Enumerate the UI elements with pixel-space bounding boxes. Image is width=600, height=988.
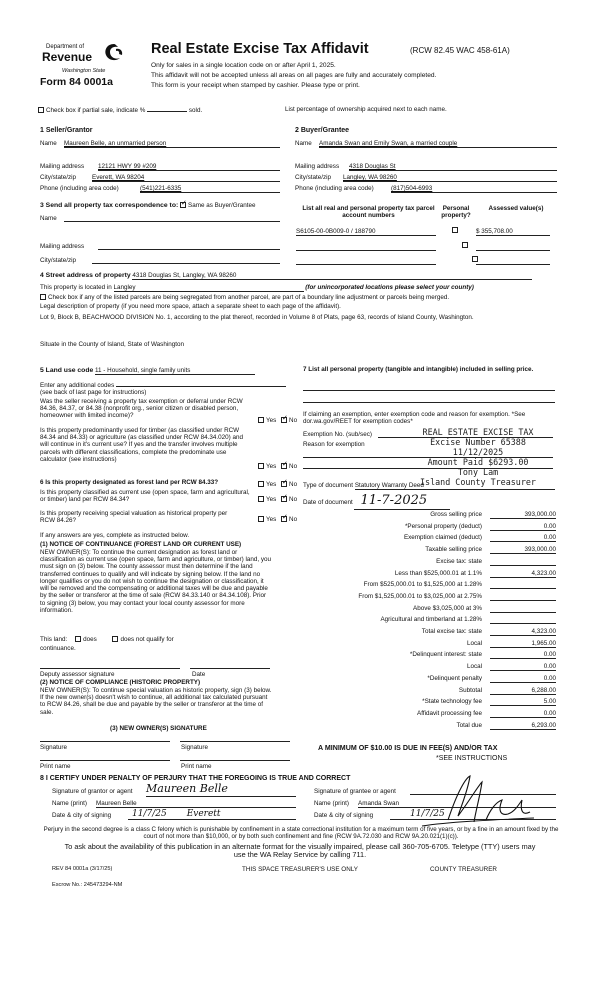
calc-row [300,722,558,732]
personal-property-line-1[interactable] [303,390,555,391]
escrow-number: Escrow No.: 245473294-NM [52,882,123,888]
calc-value[interactable]: 0.00 [490,663,556,671]
calc-row [300,523,558,533]
calc-row [300,581,558,591]
section3-name-row [40,215,280,222]
calc-value[interactable]: 0.00 [490,534,556,542]
calc-value[interactable] [490,558,556,566]
header-line-1: Only for sales in a single location code on or after April 1, 2025. [151,62,336,69]
deputy-signature-label: Deputy assessor signature [40,671,115,678]
partial-sale-row [38,105,202,114]
s5-q1-yes: Yes [266,417,277,424]
section3-heading: 3 Send all property tax correspondence to: [40,202,179,209]
s5-q1-no: No [289,417,298,424]
s5-q1-answers [258,417,297,424]
doc-date-row [303,494,450,510]
reason-label: Reason for exemption [303,441,365,448]
personal-header: Personal property? [441,205,471,220]
does-label: does [83,636,97,643]
owner-sig-line-2[interactable] [180,741,290,742]
seller-mail-field[interactable] [98,163,280,171]
seller-heading: 1 Seller/Grantor [40,127,93,134]
ownership-note: List percentage of ownership acquired next to each name. [285,106,447,113]
seller-name-label: Name [40,140,57,147]
owner-sig-line-1[interactable] [40,741,170,742]
see-instructions: *SEE INSTRUCTIONS [436,755,508,762]
deputy-signature-line[interactable] [40,668,180,669]
calc-row [300,663,558,673]
seller-phone-value: (541)221-6335 [140,185,182,192]
s5-q1-yes-checkbox[interactable] [258,417,264,423]
calc-value[interactable]: 0.00 [490,675,556,683]
calc-value[interactable]: 393,000.00 [490,546,556,554]
buyer-mail-row [295,163,557,170]
owner-print-line-1[interactable] [40,760,170,761]
grantor-name-field[interactable] [96,800,296,808]
deputy-date-label: Date [192,671,206,678]
buyer-heading: 2 Buyer/Grantee [295,127,350,134]
assessed-row-2[interactable] [476,243,550,251]
segregated-row [40,294,560,301]
notice3-title: (3) NEW OWNER(S) SIGNATURE [110,725,207,732]
calc-row [300,511,558,521]
located-label: This property is located in [40,284,112,291]
seller-city-label: City/state/zip [40,174,77,181]
s6-q3-yes-checkbox[interactable] [258,516,264,522]
calc-label: Agricultural and timberland at 1.28% [380,616,482,624]
dor-swirl-icon [102,42,126,64]
perjury-text: Perjury in the second degree is a class C felony which is punishable by confinement in a state correctional institution for a maximum term of five years, or by a fine in an amount fixed by the court of not more than $10,000, or by both such confinement and fine (RCW 9A.72.030 and RCW 9A.20.021(1)(c)). [43,826,559,841]
calc-row [300,710,558,720]
doc-date-value: 11-7-2025 [360,493,428,508]
grantor-date-field[interactable] [128,809,296,820]
doc-type-field[interactable] [355,482,555,490]
seller-name-value: Maureen Belle, an unmarried person [64,140,167,147]
calc-value[interactable]: 4,323.00 [490,628,556,636]
property-address: 4318 Douglas St, Langley, WA 98260 [132,272,237,279]
section3-name-field[interactable] [64,221,280,222]
owner-print-label-2: Print name [181,763,212,770]
same-as-buyer-label: Same as Buyer/Grantee [188,202,256,209]
section6-heading: 6 Is this property designated as forest land per RCW 84.33? [40,479,219,486]
s6-q3-answers [258,516,297,523]
calc-row [300,558,558,568]
s6-q1-no-checkbox[interactable] [281,481,287,487]
does-not-label: does not qualify for [120,636,174,643]
s6-q2-no-checkbox[interactable] [281,496,287,502]
land-use-code: 11 - Household, single family units [95,367,191,374]
located-row [40,284,560,292]
buyer-city-row [295,174,557,181]
calc-label: *Personal property (deduct) [404,522,482,530]
calc-row [300,546,558,556]
stamp-line-5: Tony Lam [457,467,499,477]
buyer-mail-value: 4318 Douglas St [349,163,396,170]
notice1-body: NEW OWNER(S): To continue the current designation as forest land or classification as current use (open space, farm and agriculture, or timber) land, you must sign on (3) below. The county assessor must then determine if the land transferred continues to qualify and will indicate by signing below. If the land no longer qualifies or you do not wish to continue the designation or classification, it will be removed and the compensating or additional taxes will be due and payable by the seller or transferor at the time of sale (RCW 84.33.140 or 84.34.108). Prior to signing (3) below, you may contact your local county assessor for more information. [40,549,271,614]
calc-label: *Delinquent penalty [427,674,482,682]
treasurer-space: THIS SPACE TREASURER'S USE ONLY [242,866,358,873]
s6-q3: Is this property receiving special valuation as historical property per RCW 84.26? [40,510,228,525]
s6-q3-no: No [289,516,298,523]
located-note: (for unincorporated locations please select your county) [305,284,474,291]
perjury-notice [36,826,566,840]
stamp-line-6: Island County Treasurer [420,477,536,487]
partial-sale-percent-field[interactable] [147,105,187,112]
doc-date-label: Date of document [303,499,353,506]
s5-q2-no-checkbox[interactable] [281,463,287,469]
grantor-sig-label: Signature of grantor or agent [52,788,133,795]
located-value: Langley [113,284,136,291]
dor-logo [40,44,140,94]
owner-sig-label-1: Signature [40,744,67,751]
s5-q2-answers [258,463,297,470]
buyer-city-field[interactable] [343,174,557,182]
buyer-city-value: Langley, WA 98260 [343,174,397,181]
partial-sale-label: Check box if partial sale, indicate % [46,107,146,114]
notice2-title: (2) NOTICE OF COMPLIANCE (HISTORIC PROPERTY) [40,679,201,686]
parcel-number: S6105-00-0B009-0 / 188790 [296,228,376,235]
owner-sig-label-2: Signature [181,744,208,751]
does-not-checkbox[interactable] [112,636,118,642]
grantor-date-row [52,809,297,819]
this-land-row [40,636,174,643]
wa-state-label: Washington State [62,68,106,74]
buyer-mail-field[interactable] [349,163,557,171]
calc-label: Subtotal [458,686,482,694]
section4-heading: 4 Street address of property [40,272,131,279]
calc-value[interactable]: 6,288.00 [490,687,556,695]
seller-mail-value: 12121 HWY 99 #209 [98,163,157,170]
owner-print-line-2[interactable] [180,760,290,761]
calc-row [300,687,558,697]
calc-label: Above $3,025,000 at 3% [413,604,482,612]
grantor-name-value: Maureen Belle [96,800,137,807]
calc-row [300,534,558,544]
calc-row [300,570,558,580]
section3-city-field[interactable] [92,263,280,264]
dept-of-label: Department of [46,44,85,50]
additional-codes-row [40,380,300,389]
additional-codes-field[interactable] [116,380,286,387]
revenue-wordmark: Revenue [42,50,93,64]
grantor-signature[interactable] [146,783,296,797]
partial-sale-sold: sold. [188,107,203,114]
form-number: Form 84 0001a [40,76,113,88]
calc-label: Exemption claimed (deduct) [403,534,482,542]
seller-phone-label: Phone (including area code) [40,185,119,192]
calc-label: Gross selling price [430,511,482,518]
calc-value[interactable]: 0.00 [490,523,556,531]
does-checkbox[interactable] [75,636,81,642]
personal-checkbox-2[interactable] [462,242,468,248]
segregated-label: Check box if any of the listed parcels are being segregated from another parcel, are part of a boundary line adjustment or parcels being merged. [48,294,450,301]
buyer-name-field[interactable] [319,140,557,148]
assessed-row-3[interactable] [476,257,550,265]
doc-date-field[interactable] [354,494,450,510]
calc-row [300,616,558,626]
parcel-row-1[interactable] [296,228,436,236]
calc-value[interactable] [490,593,556,601]
buyer-name-row [295,140,557,147]
s6-q1 [40,479,256,486]
land-use-row [40,367,300,375]
calc-value[interactable] [490,605,556,613]
s6-q2-yes-checkbox[interactable] [258,496,264,502]
grantor-date-label: Date & city of signing [52,812,112,819]
personal-checkbox-1[interactable] [452,227,458,233]
section3-name-label: Name [40,215,57,222]
alt-format-notice: To ask about the availability of this publication in an alternate format for the visually impaired, please call 360-705-6705. Teletype (TTY) users may use the WA Relay Service by calling 711. [64,842,536,860]
calc-value[interactable] [490,581,556,589]
section5-heading: 5 Land use code [40,367,94,374]
assessed-header: Assessed value(s) [488,205,544,212]
land-use-field[interactable] [95,367,255,375]
seller-phone-field[interactable] [140,185,280,193]
buyer-mail-label: Mailing address [295,163,340,170]
section8-heading: 8 I CERTIFY UNDER PENALTY OF PERJURY THAT THE FOREGOING IS TRUE AND CORRECT [40,775,351,782]
deputy-date-line[interactable] [190,668,270,669]
county-treasurer: COUNTY TREASURER [430,866,497,873]
parcel-row-2[interactable] [296,243,436,251]
s6-q1-no: No [289,481,298,488]
calc-row [300,651,558,661]
notice2-body: NEW OWNER(S): To continue special valuation as historic property, sign (3) below. If the new owner(s) doesn't wish to continue, all additional tax calculated pursuant to RCW 84.26, shall be due and payable by the seller or transferor at the time of sale. [40,687,272,716]
seller-name-field[interactable] [64,140,280,148]
stamp-line-1: REAL ESTATE EXCISE TAX [422,427,534,437]
continuance-label: continuance. [40,645,76,652]
s5-q1-no-checkbox[interactable] [281,417,287,423]
treasurer-stamp [398,427,558,487]
grantor-signature-value: Maureen Belle [146,782,228,795]
situate-text: Situate in the County of Island, State of Washington [40,341,184,348]
grantee-sig-label: Signature of grantee or agent [314,788,396,795]
calc-row [300,593,558,603]
legal-description: Lot 9, Block B, BEACHWOOD DIVISION No. 1, according to the plat thereof, recorded in Volume 8 of Plats, page 63, records of Island County, Washington. [40,314,474,321]
exemption-no-row [303,431,372,438]
calc-label: Local [466,639,482,647]
stamp-line-4: Amount Paid $6293.00 [427,457,529,467]
header-line-2: This affidavit will not be accepted unless all areas on all pages are fully and accurately completed. [151,72,437,79]
s6-q3-yes: Yes [266,516,277,523]
assessed-value: $ 355,708.00 [476,228,513,235]
calc-label: Affidavit processing fee [417,709,482,717]
section3-mail-label: Mailing address [40,243,85,250]
header-line-3: This form is your receipt when stamped by cashier. Please type or print. [151,82,360,89]
form-title: Real Estate Excise Tax Affidavit [151,41,369,57]
s5-q2: Is this property predominantly used for timber (as classified under RCW 84.34 and 84.33) or agriculture (as classified under RCW 84.34.020) and will continue in it's current use? If yes and the transfer involves multiple parcels with different classifications, complete the predominate use calculator (see instructions) [40,427,244,463]
property-address-field[interactable] [132,272,532,280]
s6-q1-yes: Yes [266,481,277,488]
calc-value[interactable]: 6,293.00 [490,722,556,730]
grantee-date-value: 11/7/25 [410,809,445,819]
assessed-row-1[interactable] [476,228,550,236]
seller-city-row [40,174,280,181]
calc-label: *State technology fee [422,698,482,706]
calc-label: Total excise tax: state [421,628,482,635]
s6-q1-answers [258,481,297,488]
section7-heading-text: 7 List all personal property (tangible and intangible) included in selling price. [303,366,534,373]
seller-phone-row [40,185,280,192]
buyer-city-label: City/state/zip [295,174,332,181]
exemption-no-label: Exemption No. (sub/sec) [303,431,372,438]
section3-mail-row [40,243,280,250]
grantor-sig-row [52,782,297,795]
personal-property-line-2[interactable] [303,402,555,403]
partial-sale-checkbox[interactable] [38,107,44,113]
section3-city-label: City/state/zip [40,257,77,264]
parcel-header: List all real and personal property tax parcel account numbers [302,205,435,220]
calc-row [300,640,558,650]
s5-q2-yes: Yes [266,463,277,470]
section3-mail-field[interactable] [98,249,280,250]
buyer-phone-row [295,185,557,192]
grantor-name-label: Name (print) [52,800,87,807]
doc-type-label: Type of document [303,482,354,489]
notice1-title: (1) NOTICE OF CONTINUANCE (FOREST LAND OR CURRENT USE) [40,541,242,548]
grantee-name-value: Amanda Swan [358,800,399,807]
calc-value[interactable] [490,616,556,624]
calc-row [300,675,558,685]
same-as-buyer-checkbox[interactable] [180,202,186,208]
additional-codes-label: Enter any additional codes [40,382,115,389]
buyer-name-value: Amanda Swan and Emily Swan, a married couple [319,140,458,147]
calc-row [300,628,558,638]
calc-value[interactable]: 5.00 [490,698,556,706]
calc-value[interactable]: 0.00 [490,710,556,718]
section3-heading-row [40,202,256,210]
calc-label: Excise tax: state [436,557,482,565]
stamp-line-3: 11/12/2025 [452,447,504,457]
seller-name-row [40,140,280,147]
s6-if-yes: If any answers are yes, complete as instructed below. [40,532,190,539]
buyer-phone-value: (817)504-6993 [391,185,433,192]
grantee-date-label: Date & city of signing [314,812,374,819]
s6-q2-no: No [289,496,298,503]
grantor-date-value: 11/7/25 [132,809,167,819]
grantee-name-label: Name (print) [314,800,349,807]
calc-value[interactable]: 1,965.00 [490,640,556,648]
exemption-text: If claiming an exemption, enter exemption code and reason for exemption. *See dor.wa.gov/REET for exemption codes* [303,411,526,426]
seller-mail-label: Mailing address [40,163,85,170]
buyer-phone-field[interactable] [391,185,557,193]
s5-q1: Was the seller receiving a property tax exemption or deferral under RCW 84.36, 84.37, or 84.38 (nonprofit org., senior citizen or disabled person, homeowner with limited income)? [40,398,243,420]
seller-mail-row [40,163,280,170]
parcel-row-3[interactable] [296,257,436,265]
s6-q1-yes-checkbox[interactable] [258,481,264,487]
s6-q2-answers [258,496,297,503]
calc-value[interactable]: 0.00 [490,651,556,659]
segregated-checkbox[interactable] [40,294,46,300]
s6-q2-yes: Yes [266,496,277,503]
section3-city-row [40,257,280,264]
form-rcw: (RCW 82.45 WAC 458-61A) [410,46,510,55]
calc-row [300,698,558,708]
this-land-label: This land: [40,636,68,643]
seller-city-field[interactable] [92,174,280,182]
owner-print-label-1: Print name [40,763,71,770]
calc-label: Local [466,663,482,671]
grantor-city-value: Everett [186,809,221,819]
grantee-signature-scribble [418,770,536,830]
calc-label: Less than $525,000.01 at 1.1% [394,569,482,577]
rev-number: REV 84 0001a (3/17/25) [52,866,113,872]
grantor-name-row [52,800,297,807]
minimum-notice: A MINIMUM OF $10.00 IS DUE IN FEE(S) AND/OR TAX [318,744,498,752]
located-field[interactable] [114,284,304,292]
calc-value[interactable]: 393,000.00 [490,511,556,519]
s6-q2: Is this property classified as current use (open space, farm and agricultural, or timber) land per RCW 84.34? [40,489,250,504]
doc-type-value: Statutory Warranty Deed [354,482,424,489]
calc-row [300,605,558,615]
legal-label: Legal description of property (if you need more space, attach a separate sheet to each page of the affidavit). [40,303,341,310]
s5-q2-yes-checkbox[interactable] [258,463,264,469]
see-back-note: (see back of last page for instructions) [40,389,147,396]
calc-label: Taxable selling price [425,546,482,554]
calc-label: Total due [456,721,482,729]
buyer-phone-label: Phone (including area code) [295,185,374,192]
section7-heading [303,366,555,373]
seller-city-value: Everett, WA 98204 [92,174,145,181]
stamp-line-2: Excise Number 65388 [430,437,526,447]
calc-label: From $525,000.01 to $1,525,000 at 1.28% [363,581,482,589]
calc-label: From $1,525,000.01 to $3,025,000 at 2.75% [358,592,482,600]
buyer-name-label: Name [295,140,312,147]
s6-q3-no-checkbox[interactable] [281,516,287,522]
s5-q2-no: No [289,463,298,470]
calc-label: *Delinquent interest: state [409,651,482,659]
doc-type-row [303,482,555,490]
section4-address-row [40,272,560,280]
calc-value[interactable]: 4,323.00 [490,570,556,578]
